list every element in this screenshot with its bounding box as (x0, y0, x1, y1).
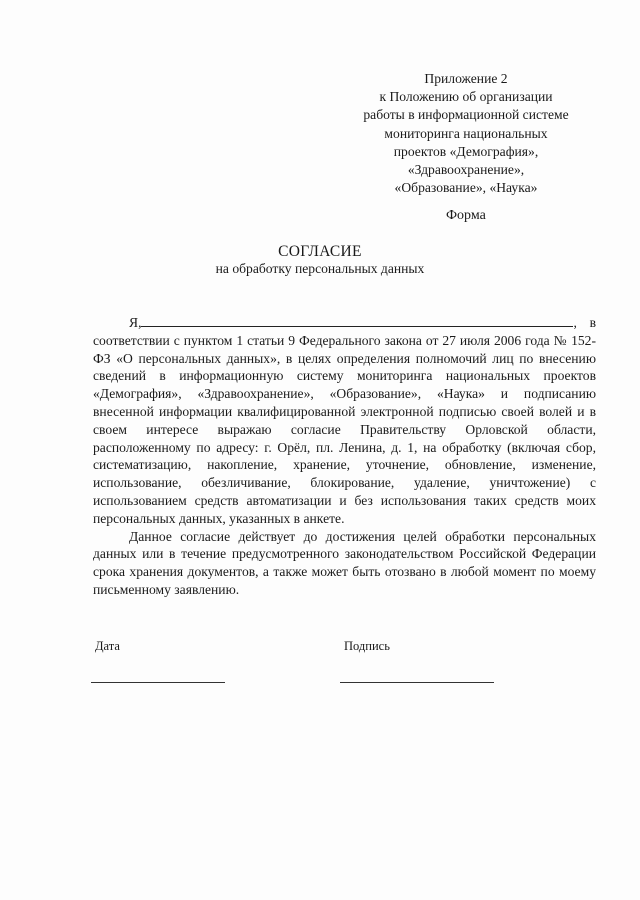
name-prefix: Я, (129, 315, 142, 330)
appendix-line: «Здравоохранение», (407, 162, 525, 178)
consent-paragraph-2: Данное согласие действует до достижения целей обработки персональных данных или в течение предусмотренного законодательством Российской Федерации срока хранения документов, а также может быть отозвано в любой момент по моему письменному заявлению. (93, 528, 596, 597)
appendix-line: работы в информационной системе (363, 107, 569, 123)
document-subtitle: на обработку персональных данных (215, 261, 425, 276)
signature-label: Подпись (344, 639, 390, 653)
appendix-header (340, 70, 592, 197)
appendix-line: «Образование», «Наука» (394, 180, 538, 196)
name-suffix: , в (573, 315, 596, 330)
consent-body (93, 313, 596, 599)
appendix-line: мониторинга национальных (384, 125, 548, 141)
signature-fill-line (340, 682, 494, 683)
appendix-line: к Положению об организации (379, 89, 553, 105)
appendix-line: проектов «Демография», (393, 143, 539, 159)
date-label: Дата (95, 639, 120, 653)
date-fill-line (91, 682, 225, 683)
appendix-line: Приложение 2 (424, 71, 508, 86)
form-label: Форма (446, 208, 486, 223)
consent-paragraph-1-text: соответствии с пунктом 1 статьи 9 Федерального закона от 27 июля 2006 года № 152-ФЗ «О персональных данных», в целях определения полномочий лиц по внесению сведений в информационную систему мониторинга национальных проектов «Демография», «Здравоохранение», «Образование», «Наука» и подписанию внесенной информации квалифицированной электронной подписью своей волей и в своем интересе выражаю согласие Правительству Орловской области, расположенному по адресу: г. Орёл, пл. Ленина, д. 1, на обработку (включая сбор, систематизацию, накопление, хранение, уточнение, обновление, изменение, использование, обезличивание, блокирование, удаление, уничтожение) с использованием средств автоматизации и без использования таких средств моих персональных данных, указанных в анкете. (93, 332, 596, 526)
document-title: СОГЛАСИЕ (278, 243, 362, 260)
consent-paragraph-1 (93, 313, 596, 528)
full-name-fill-line (141, 313, 573, 327)
